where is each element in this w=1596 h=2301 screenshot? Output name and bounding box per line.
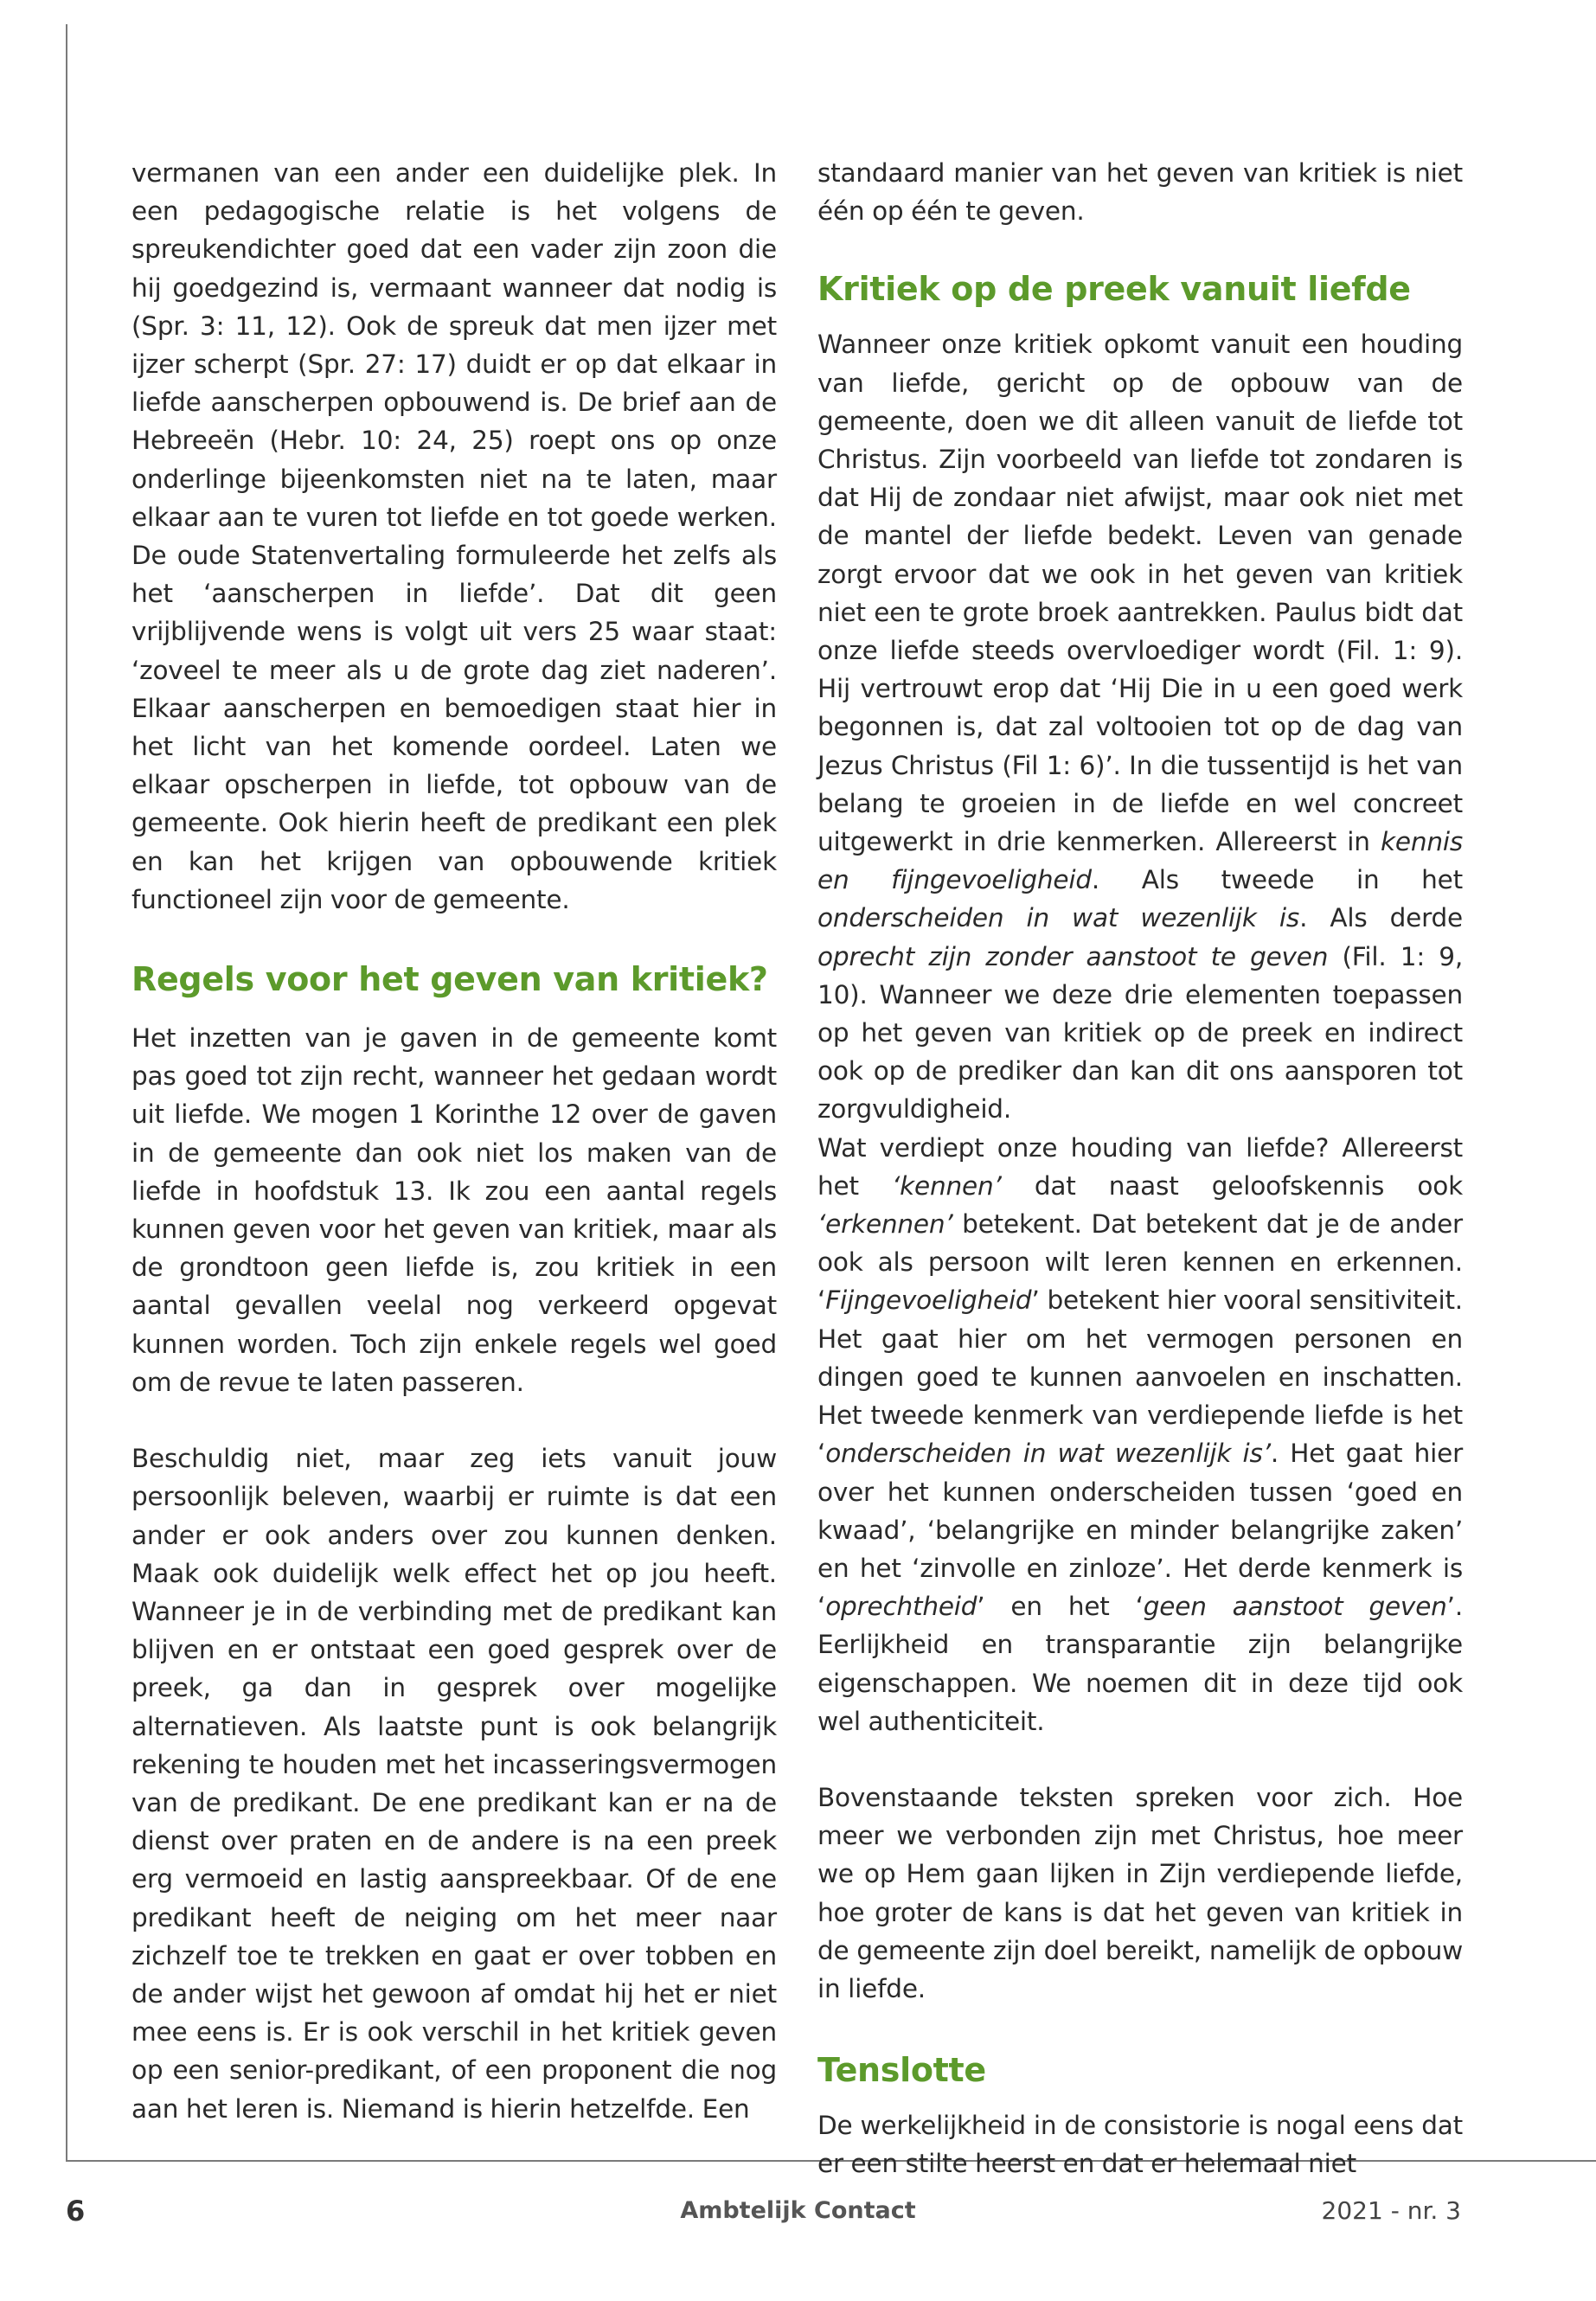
text-run: ’ betekent hier vooral sensitiviteit. Het gaat hier om het vermogen personen en dingen goed te kunnen aanvoelen en inschatten. Het tweede kenmerk van verdiepende liefde is het ‘ — [817, 1285, 1463, 1469]
italic-onderscheiden: onderscheiden in wat wezenlijk is — [817, 903, 1300, 933]
text-run: . Als derde — [1299, 903, 1463, 933]
heading-regels: Regels voor het geven van kritiek? — [131, 960, 768, 999]
issue-label: 2021 - nr. 3 — [1321, 2196, 1461, 2225]
italic-erkennen: ‘erkennen’ — [817, 1209, 953, 1240]
italic-kennis: kennis en fijngevoeligheid — [817, 827, 1463, 895]
text-run: ’ en het ‘ — [977, 1592, 1144, 1622]
left-margin-rule — [66, 24, 67, 2161]
text-run: Wanneer onze kritiek opkomt vanuit een houding van liefde, gericht op de opbouw van de gemeente, doen we dit alleen vanuit de liefde tot Christus. Zijn voorbeeld van liefde tot zondaren is dat Hij de zondaar niet afwijst, maar ook niet met de mantel der liefde bedekt. Leven van genade zorgt ervoor dat we ook in het geven van kritiek niet een te grote broek aantrekken. Paulus bidt dat onze liefde steeds overvloediger wordt (Fil. 1: 9). Hij vertrouwt erop dat ‘Hij Die in u een goed werk begonnen is, dat zal voltooien tot op de dag van Jezus Christus (Fil 1: 6)’. In die tussentijd is het van belang te groeien in de liefde en wel concreet uitgewerkt in drie kenmerken. Allereerst in — [817, 330, 1463, 857]
left-column — [131, 154, 777, 2128]
paragraph-werkelijkheid: De werkelijkheid in de consistorie is nogal eens dat er een stilte heerst en dat er helemaal niet — [817, 2111, 1463, 2179]
paragraph-houding-liefde — [817, 325, 1463, 1128]
paragraph-vermanen: vermanen van een ander een duidelijke plek. In een pedagogische relatie is het volgens de spreukendichter goed dat een vader zijn zoon die hij goedgezind is, vermaant wanneer dat nodig is (Spr. 3: 11, 12). Ook de spreuk dat men ijzer met ijzer scherpt (Spr. 27: 17) duidt er op dat elkaar in liefde aanscherpen opbouwend is. De brief aan de Hebreeën (Hebr. 10: 24, 25) roept ons op onze onderlinge bijeenkomsten niet na te laten, maar elkaar aan te vuren tot liefde en tot goede werken. De oude Statenvertaling formuleerde het zelfs als het ‘aanscherpen in liefde’. Dat dit geen vrijblijvende wens is volgt uit vers 25 waar staat: ‘zoveel te meer als u de grote dag ziet naderen’. Elkaar aanscherpen en bemoedigen staat hier in het licht van het komende oordeel. Laten we elkaar opscherpen in liefde, tot opbouw van de gemeente. Ook hierin heeft de predikant een plek en kan het krijgen van opbouwende kritiek functioneel zijn voor de gemeente. — [131, 158, 777, 914]
paragraph-bovenstaande: Bovenstaande teksten spreken voor zich. Hoe meer we verbonden zijn met Christus, hoe meer we op Hem gaan lijken in Zijn verdiepende liefde, hoe groter de kans is dat het geven van kritiek in de gemeente zijn doel bereikt, namelijk de opbouw in liefde. — [817, 1782, 1463, 2003]
magazine-name: Ambtelijk Contact — [680, 2197, 916, 2224]
paragraph-standaard: standaard manier van het geven van kritiek is niet één op één te geven. — [817, 158, 1463, 227]
italic-kennen: ‘kennen’ — [892, 1170, 1002, 1201]
italic-wezenlijk: onderscheiden in wat wezenlijk is’ — [825, 1439, 1271, 1469]
italic-oprecht: oprecht zijn zonder aanstoot te geven — [817, 941, 1329, 971]
text-run: ’. Eerlijkheid en transparantie zijn belangrijke eigenschappen. We noemen dit in deze tijd ook wel authenticiteit. — [817, 1592, 1463, 1736]
paragraph-beschuldig: Beschuldig niet, maar zeg iets vanuit jouw persoonlijk beleven, waarbij er ruimte is dat een ander er ook anders over zou kunnen denken. Maak ook duidelijk welk effect het op jou heeft. Wanneer je in de verbinding met de predikant kan blijven en er ontstaat een goed gesprek over de preek, ga dan in gesprek over mogelijke alternatieven. Als laatste punt is ook belangrijk rekening te houden met het incasseringsvermogen van de predikant. De ene predikant kan er na de dienst over praten en de andere is na een preek erg vermoeid en lastig aanspreekbaar. Of de ene predikant heeft de neiging om het meer naar zichzelf toe te trekken en gaat er over tobben en de ander wijst het gewoon af omdat hij het er niet mee eens is. Er is ook verschil in het kritiek geven op een senior-predikant, of een proponent die nog aan het leren is. Niemand is hierin hetzelfde. Een — [131, 1444, 777, 2124]
text-run: Wat verdiept onze houding van liefde? Allereerst het — [817, 1132, 1463, 1201]
page-number: 6 — [66, 2195, 86, 2227]
paragraph-verdiept — [817, 1129, 1463, 1740]
right-column — [817, 154, 1463, 2183]
heading-kritiek-liefde: Kritiek op de preek vanuit liefde — [817, 270, 1411, 309]
heading-tenslotte: Tenslotte — [817, 2051, 986, 2090]
text-run: betekent. Dat betekent dat je de ander ook als persoon wilt leren kennen en erkennen. ‘ — [817, 1209, 1463, 1316]
paragraph-gaven: Het inzetten van je gaven in de gemeente komt pas goed tot zijn recht, wanneer het gedaan wordt uit liefde. We mogen 1 Korinthe 12 over de gaven in de gemeente dan ook niet los maken van de liefde in hoofdstuk 13. Ik zou een aantal regels kunnen geven voor het geven van kritiek, maar als de grondtoon geen liefde is, zou kritiek in een aantal gevallen veelal nog verkeerd opgevat kunnen worden. Toch zijn enkele regels wel goed om de revue te laten passeren. — [131, 1023, 777, 1397]
text-run: . Het gaat hier over het kunnen onderscheiden tussen ‘goed en kwaad’, ‘belangrijke en minder belangrijke zaken’ en het ‘zinvolle en zinloze’. Het derde kenmerk is ‘ — [817, 1439, 1464, 1622]
text-run: (Fil. 1: 9, 10). Wanneer we deze drie elementen toepassen op het geven van kritiek op de preek en indirect ook op de prediker dan kan dit ons aansporen tot zorgvuldigheid. — [817, 941, 1463, 1125]
italic-oprechtheid: oprechtheid — [825, 1592, 977, 1622]
italic-geen-aanstoot: geen aanstoot geven — [1143, 1592, 1447, 1622]
text-run: . Als tweede in het — [1091, 865, 1463, 895]
italic-fijngevoeligheid: Fijngevoeligheid — [825, 1285, 1032, 1316]
text-run: dat naast geloofskennis ook — [1001, 1170, 1463, 1201]
